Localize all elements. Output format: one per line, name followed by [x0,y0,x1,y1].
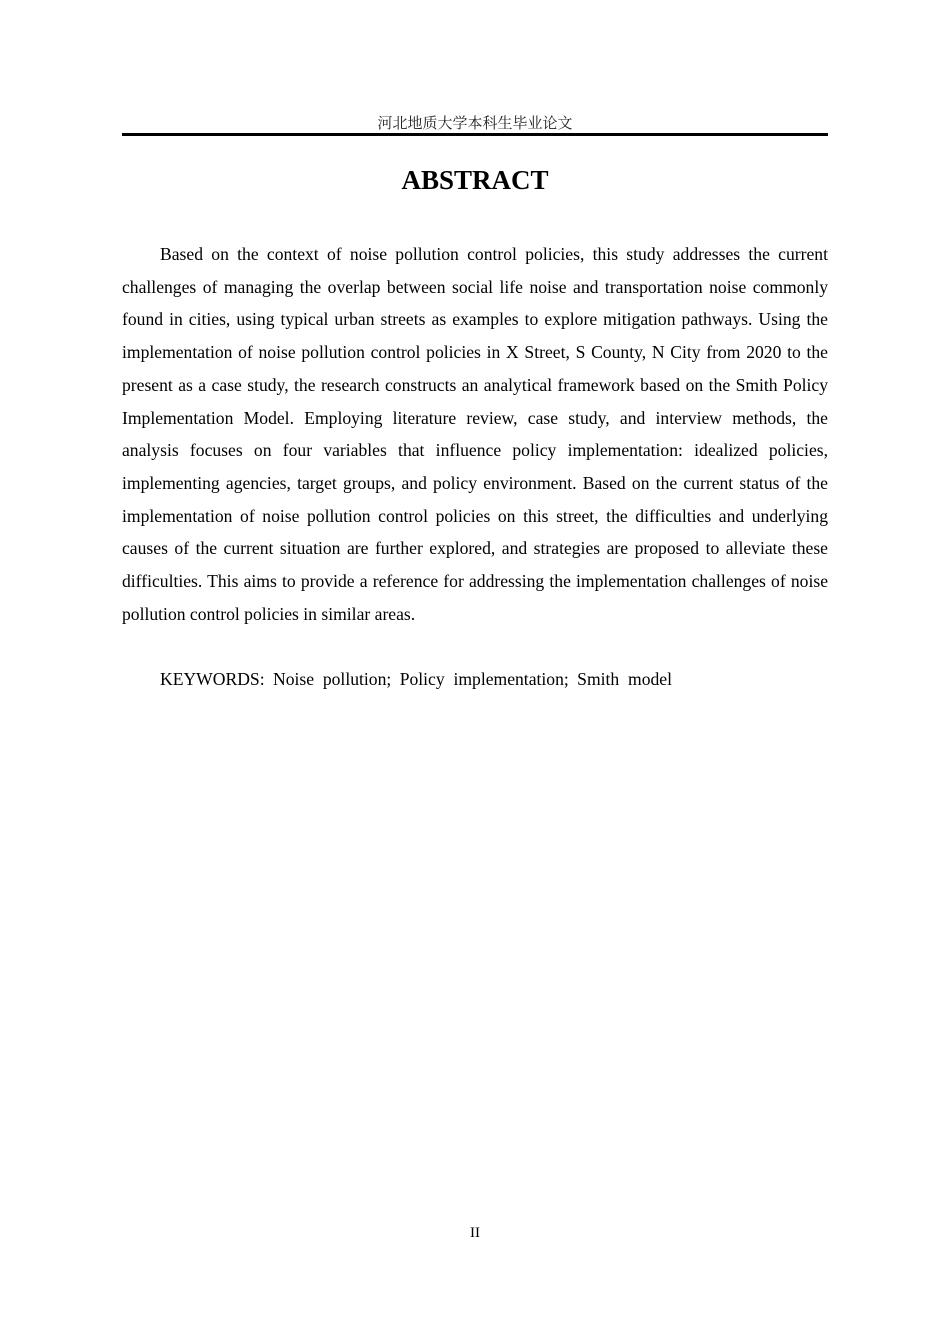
keyword-item: Noise pollution; [273,669,392,689]
abstract-body: Based on the context of noise pollution control policies, this study addresses the current challenges of managing the overlap between social life noise and transportation noise commonly found in cities, using typical urban streets as examples to explore mitigation pathways. Using the implementation of noise pollution control policies in X Street, S County, N City from 2020 to the present as a case study, the research constructs an analytical framework based on the Smith Policy Implementation Model. Employing literature review, case study, and interview methods, the analysis focuses on four variables that influence policy implementation: idealized policies, implementing agencies, target groups, and policy environment. Based on the current status of the implementation of noise pollution control policies on this street, the difficulties and underlying causes of the current situation are further explored, and strategies are proposed to alleviate these difficulties. This aims to provide a reference for addressing the implementation challenges of noise pollution control policies in similar areas. [122,244,828,624]
keywords-line [122,663,828,696]
page-number: II [470,1225,480,1241]
header-rule [122,133,828,136]
keyword-item: Policy implementation; [399,669,569,689]
keyword-item: Smith model [577,669,672,689]
running-header: 河北地质大学本科生毕业论文 [377,114,573,132]
abstract-title: ABSTRACT [401,165,549,195]
keywords-label: KEYWORDS: [160,669,265,689]
